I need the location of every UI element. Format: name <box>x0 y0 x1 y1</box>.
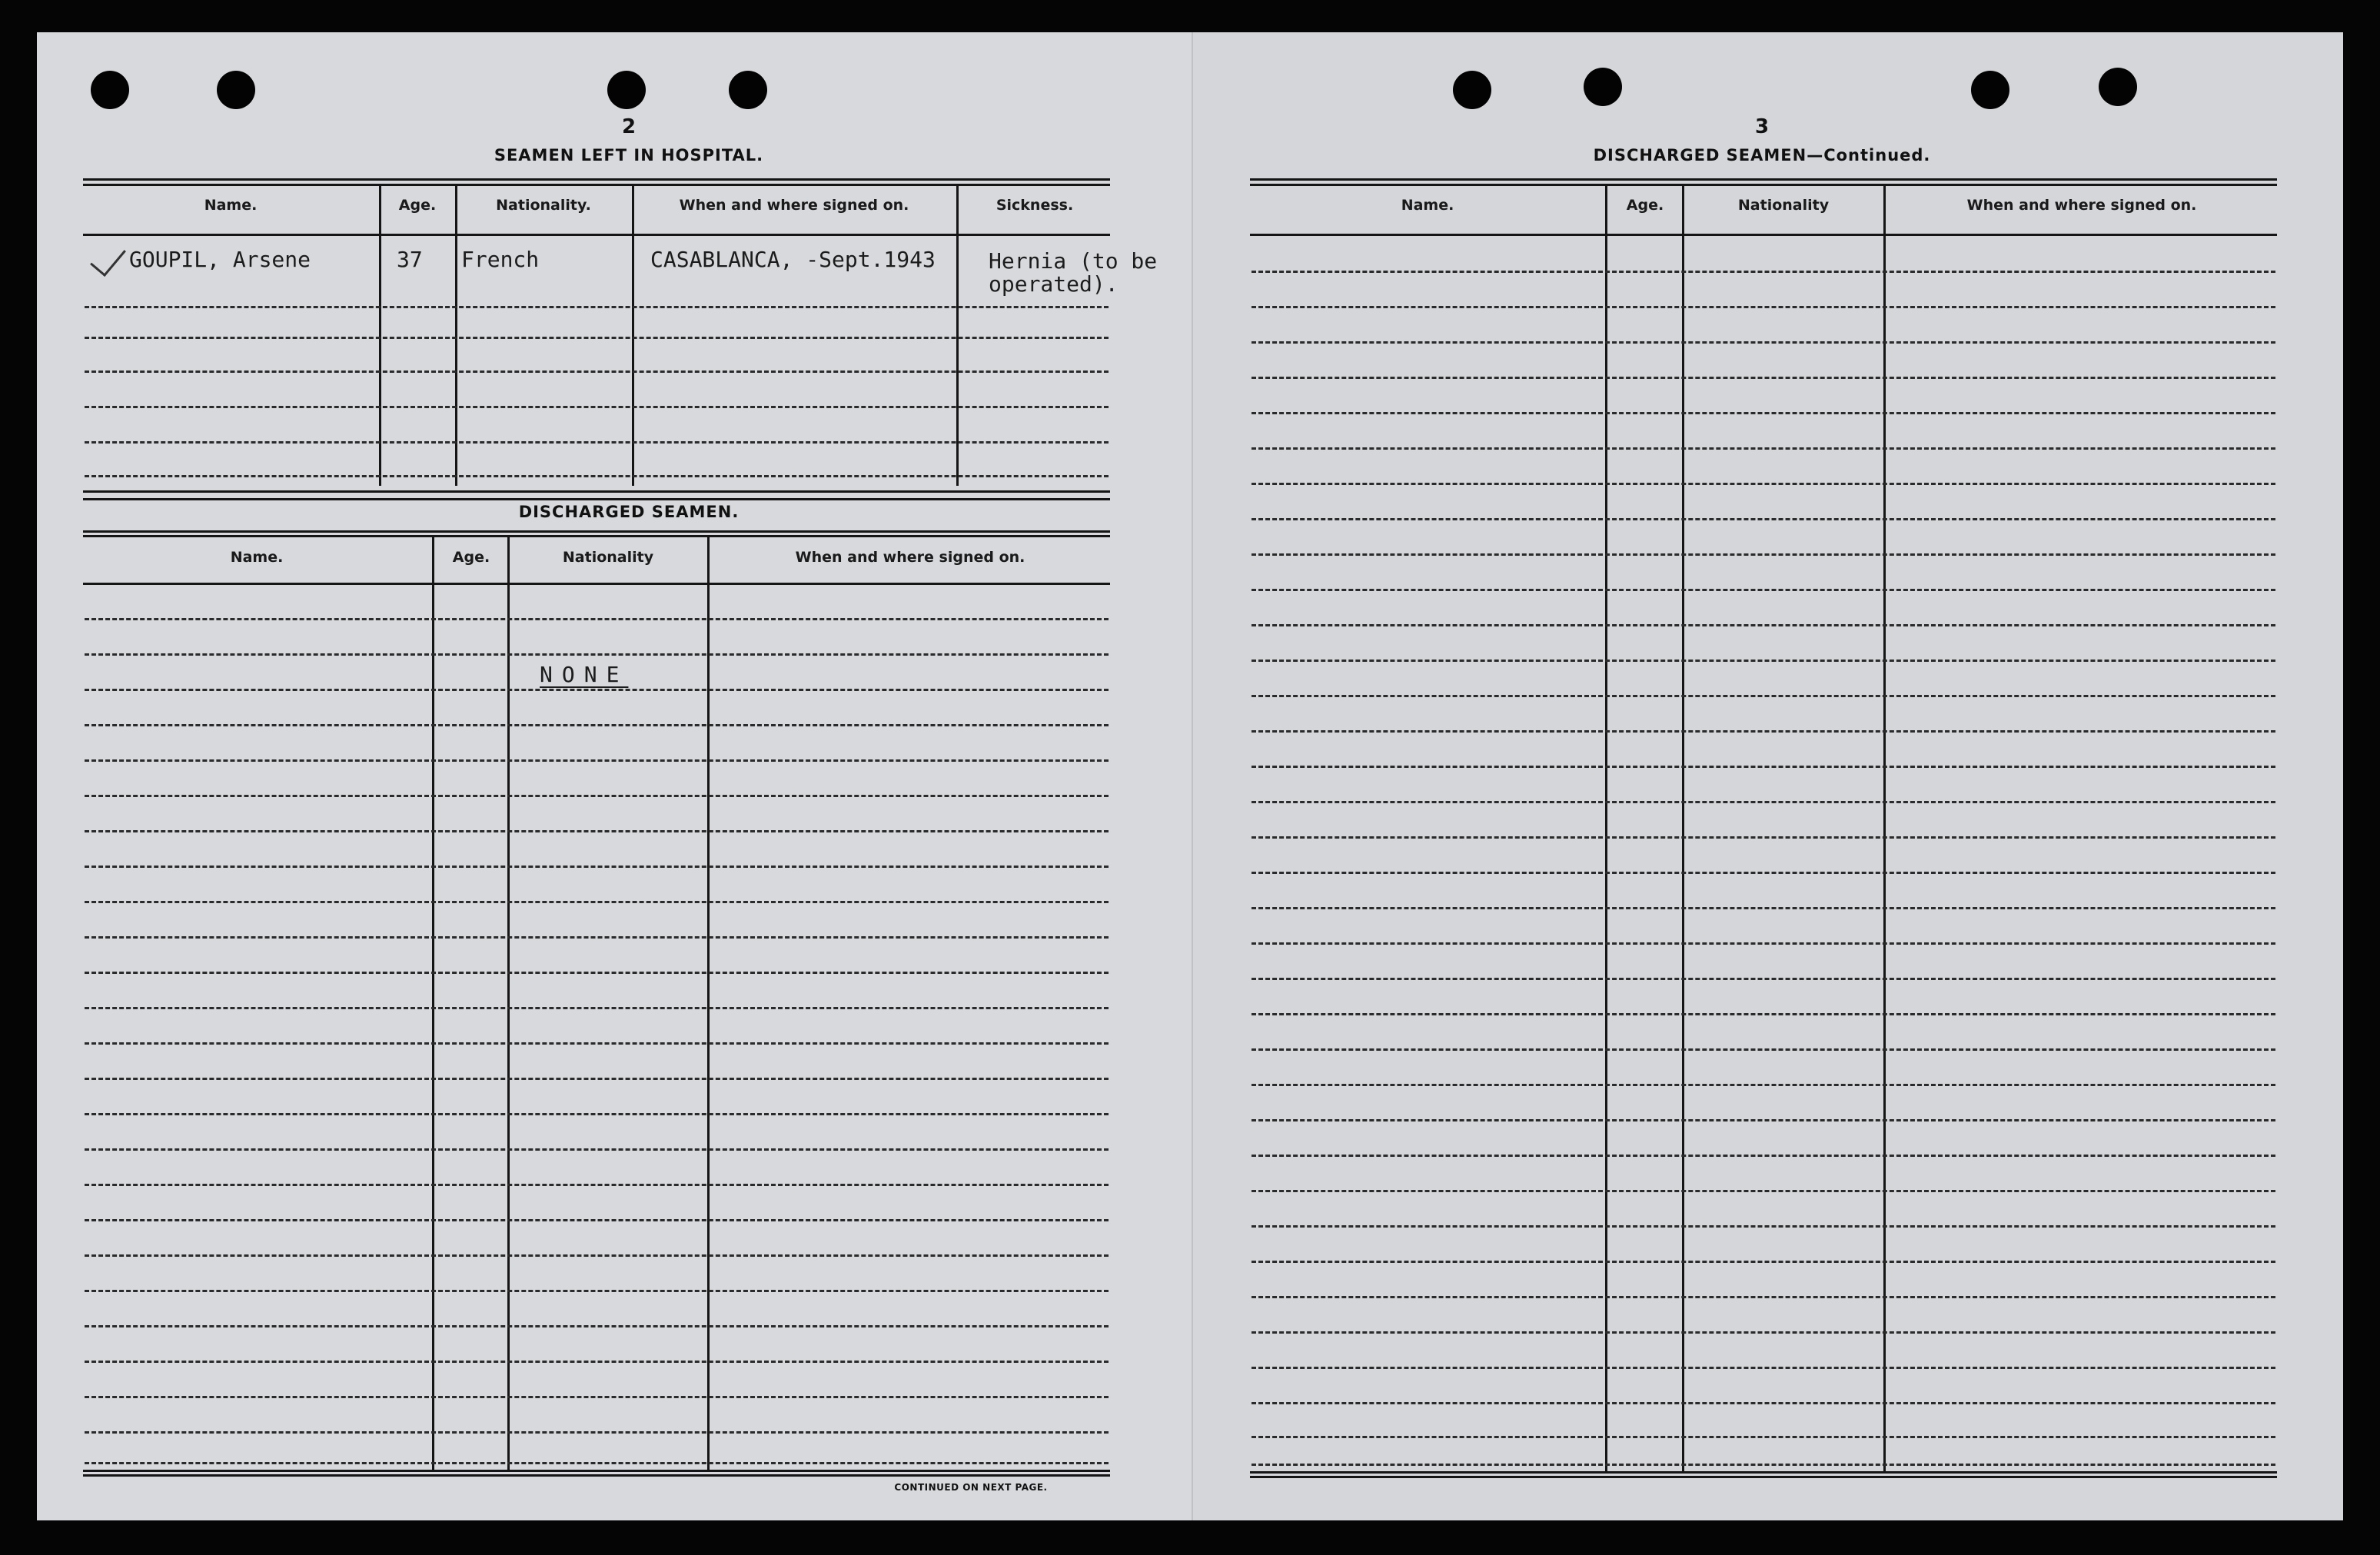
hospital-header-age: Age. <box>398 197 437 214</box>
hospital-header-signed-on: When and where signed on. <box>679 197 909 214</box>
page-number: 2 <box>621 115 637 138</box>
discharged-header-nationality: Nationality <box>562 549 654 566</box>
punch-hole <box>91 71 129 109</box>
punch-hole <box>1453 71 1491 109</box>
continued-header-signed-on: When and where signed on. <box>1966 197 2197 214</box>
punch-hole <box>1971 71 2009 109</box>
hospital-row-name: GOUPIL, Arsene <box>129 247 311 272</box>
punch-hole <box>729 71 767 109</box>
discharged-section-title: DISCHARGED SEAMEN. <box>518 503 740 521</box>
hospital-header-nationality: Nationality. <box>496 197 591 214</box>
punch-hole <box>217 71 255 109</box>
hospital-header-name: Name. <box>204 197 258 214</box>
discharged-continued-title: DISCHARGED SEAMEN—Continued. <box>1593 146 1931 164</box>
hospital-row-sickness-line2: operated). <box>989 271 1119 297</box>
discharged-none-entry: NONE <box>540 662 629 687</box>
continued-header-nationality: Nationality <box>1737 197 1830 214</box>
punch-hole <box>1584 68 1622 106</box>
right-page <box>1193 32 2343 1520</box>
hospital-row-nationality: French <box>461 247 540 272</box>
page-number: 3 <box>1754 115 1770 138</box>
punch-hole <box>2099 68 2137 106</box>
discharged-header-signed-on: When and where signed on. <box>795 549 1025 566</box>
punch-hole <box>607 71 646 109</box>
hospital-row-signed-on: CASABLANCA, -Sept.1943 <box>650 247 936 272</box>
hospital-section-title: SEAMEN LEFT IN HOSPITAL. <box>494 146 764 164</box>
left-page <box>37 32 1193 1520</box>
continued-header-name: Name. <box>1401 197 1454 214</box>
continued-header-age: Age. <box>1626 197 1664 214</box>
discharged-header-age: Age. <box>452 549 490 566</box>
hospital-row-sickness-line1: Hernia (to be <box>989 248 1158 274</box>
continued-note: CONTINUED ON NEXT PAGE. <box>894 1482 1048 1493</box>
tick-mark <box>90 239 126 277</box>
hospital-header-sickness: Sickness. <box>996 197 1074 214</box>
discharged-header-name: Name. <box>230 549 284 566</box>
hospital-row-age: 37 <box>397 247 423 272</box>
